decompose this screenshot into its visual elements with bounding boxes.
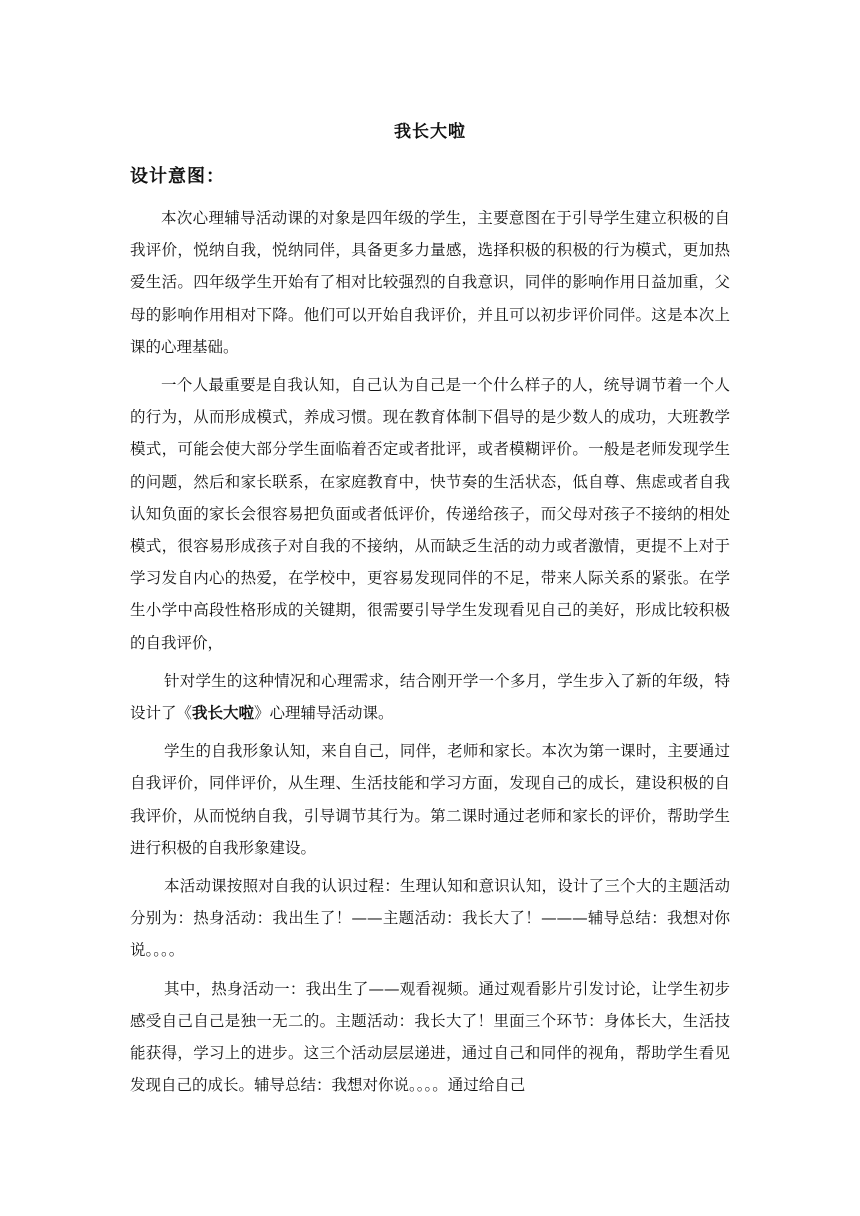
paragraph-4: 学生的自我形象认知，来自自己，同伴，老师和家长。本次为第一课时，主要通过自我评价，同伴评价，从生理、生活技能和学习方面，发现自己的成长，建设积极的自我评价，从而悦纳自我，引导调节其行为。第二课时通过老师和家长的评价，帮助学生进行积极的自我形象建设。 — [130, 742, 730, 857]
course-title-emphasis: 我长大啦 — [192, 703, 255, 723]
paragraph-3 — [130, 665, 730, 729]
section-heading-design-intent: 设计意图： — [130, 166, 225, 187]
paragraph-1: 本次心理辅导活动课的对象是四年级的学生，主要意图在于引导学生建立积极的自我评价，悦纳自我，悦纳同伴，具备更多力量感，选择积极的积极的行为模式，更加热爱生活。四年级学生开始有了相对比较强烈的自我意识，同伴的影响作用日益加重，父母的影响作用相对下降。他们可以开始自我评价，并且可以初步评价同伴。这是本次上课的心理基础。 — [130, 209, 730, 356]
paragraph-3-text-before: 针对学生的这种情况和心理需求，结合刚开学一个多月，学生步入了新的年级，特设计了《 — [130, 671, 730, 723]
document-title: 我长大啦 — [394, 122, 466, 142]
paragraph-6: 其中，热身活动一：我出生了——观看视频。通过观看影片引发讨论，让学生初步感受自己自己是独一无二的。主题活动：我长大了！里面三个环节：身体长大，生活技能获得，学习上的进步。这三个活动层层递进，通过自己和同伴的视角，帮助学生看见发现自己的成长。辅导总结：我想对你说。。。。通过给自己 — [130, 979, 730, 1095]
paragraph-5: 本活动课按照对自我的认识过程：生理认知和意识认知，设计了三个大的主题活动分别为：热身活动：我出生了！——主题活动：我长大了！———辅导总结：我想对你说。。。。 — [130, 877, 730, 960]
document-body — [130, 202, 730, 1107]
paragraph-2: 一个人最重要是自我认知，自己认为自己是一个什么样子的人，统导调节着一个人的行为，从而形成模式，养成习惯。现在教育体制下倡导的是少数人的成功，大班教学模式，可能会使大部分学生面临着否定或者批评，或者模糊评价。一般是老师发现学生的问题，然后和家长联系，在家庭教育中，快节奏的生活状态，低自尊、焦虑或者自我认知负面的家长会很容易把负面或者低评价，传递给孩子，而父母对孩子不接纳的相处模式，很容易形成孩子对自我的不接纳，从而缺乏生活的动力或者激情，更提不上对于学习发自内心的热爱，在学校中，更容易发现同伴的不足，带来人际关系的紧张。在学生小学中高段性格形成的关键期，很需要引导学生发现看见自己的美好，形成比较积极的自我评价， — [130, 376, 730, 652]
paragraph-3-text-after: 》心理辅导活动课。 — [254, 704, 394, 723]
